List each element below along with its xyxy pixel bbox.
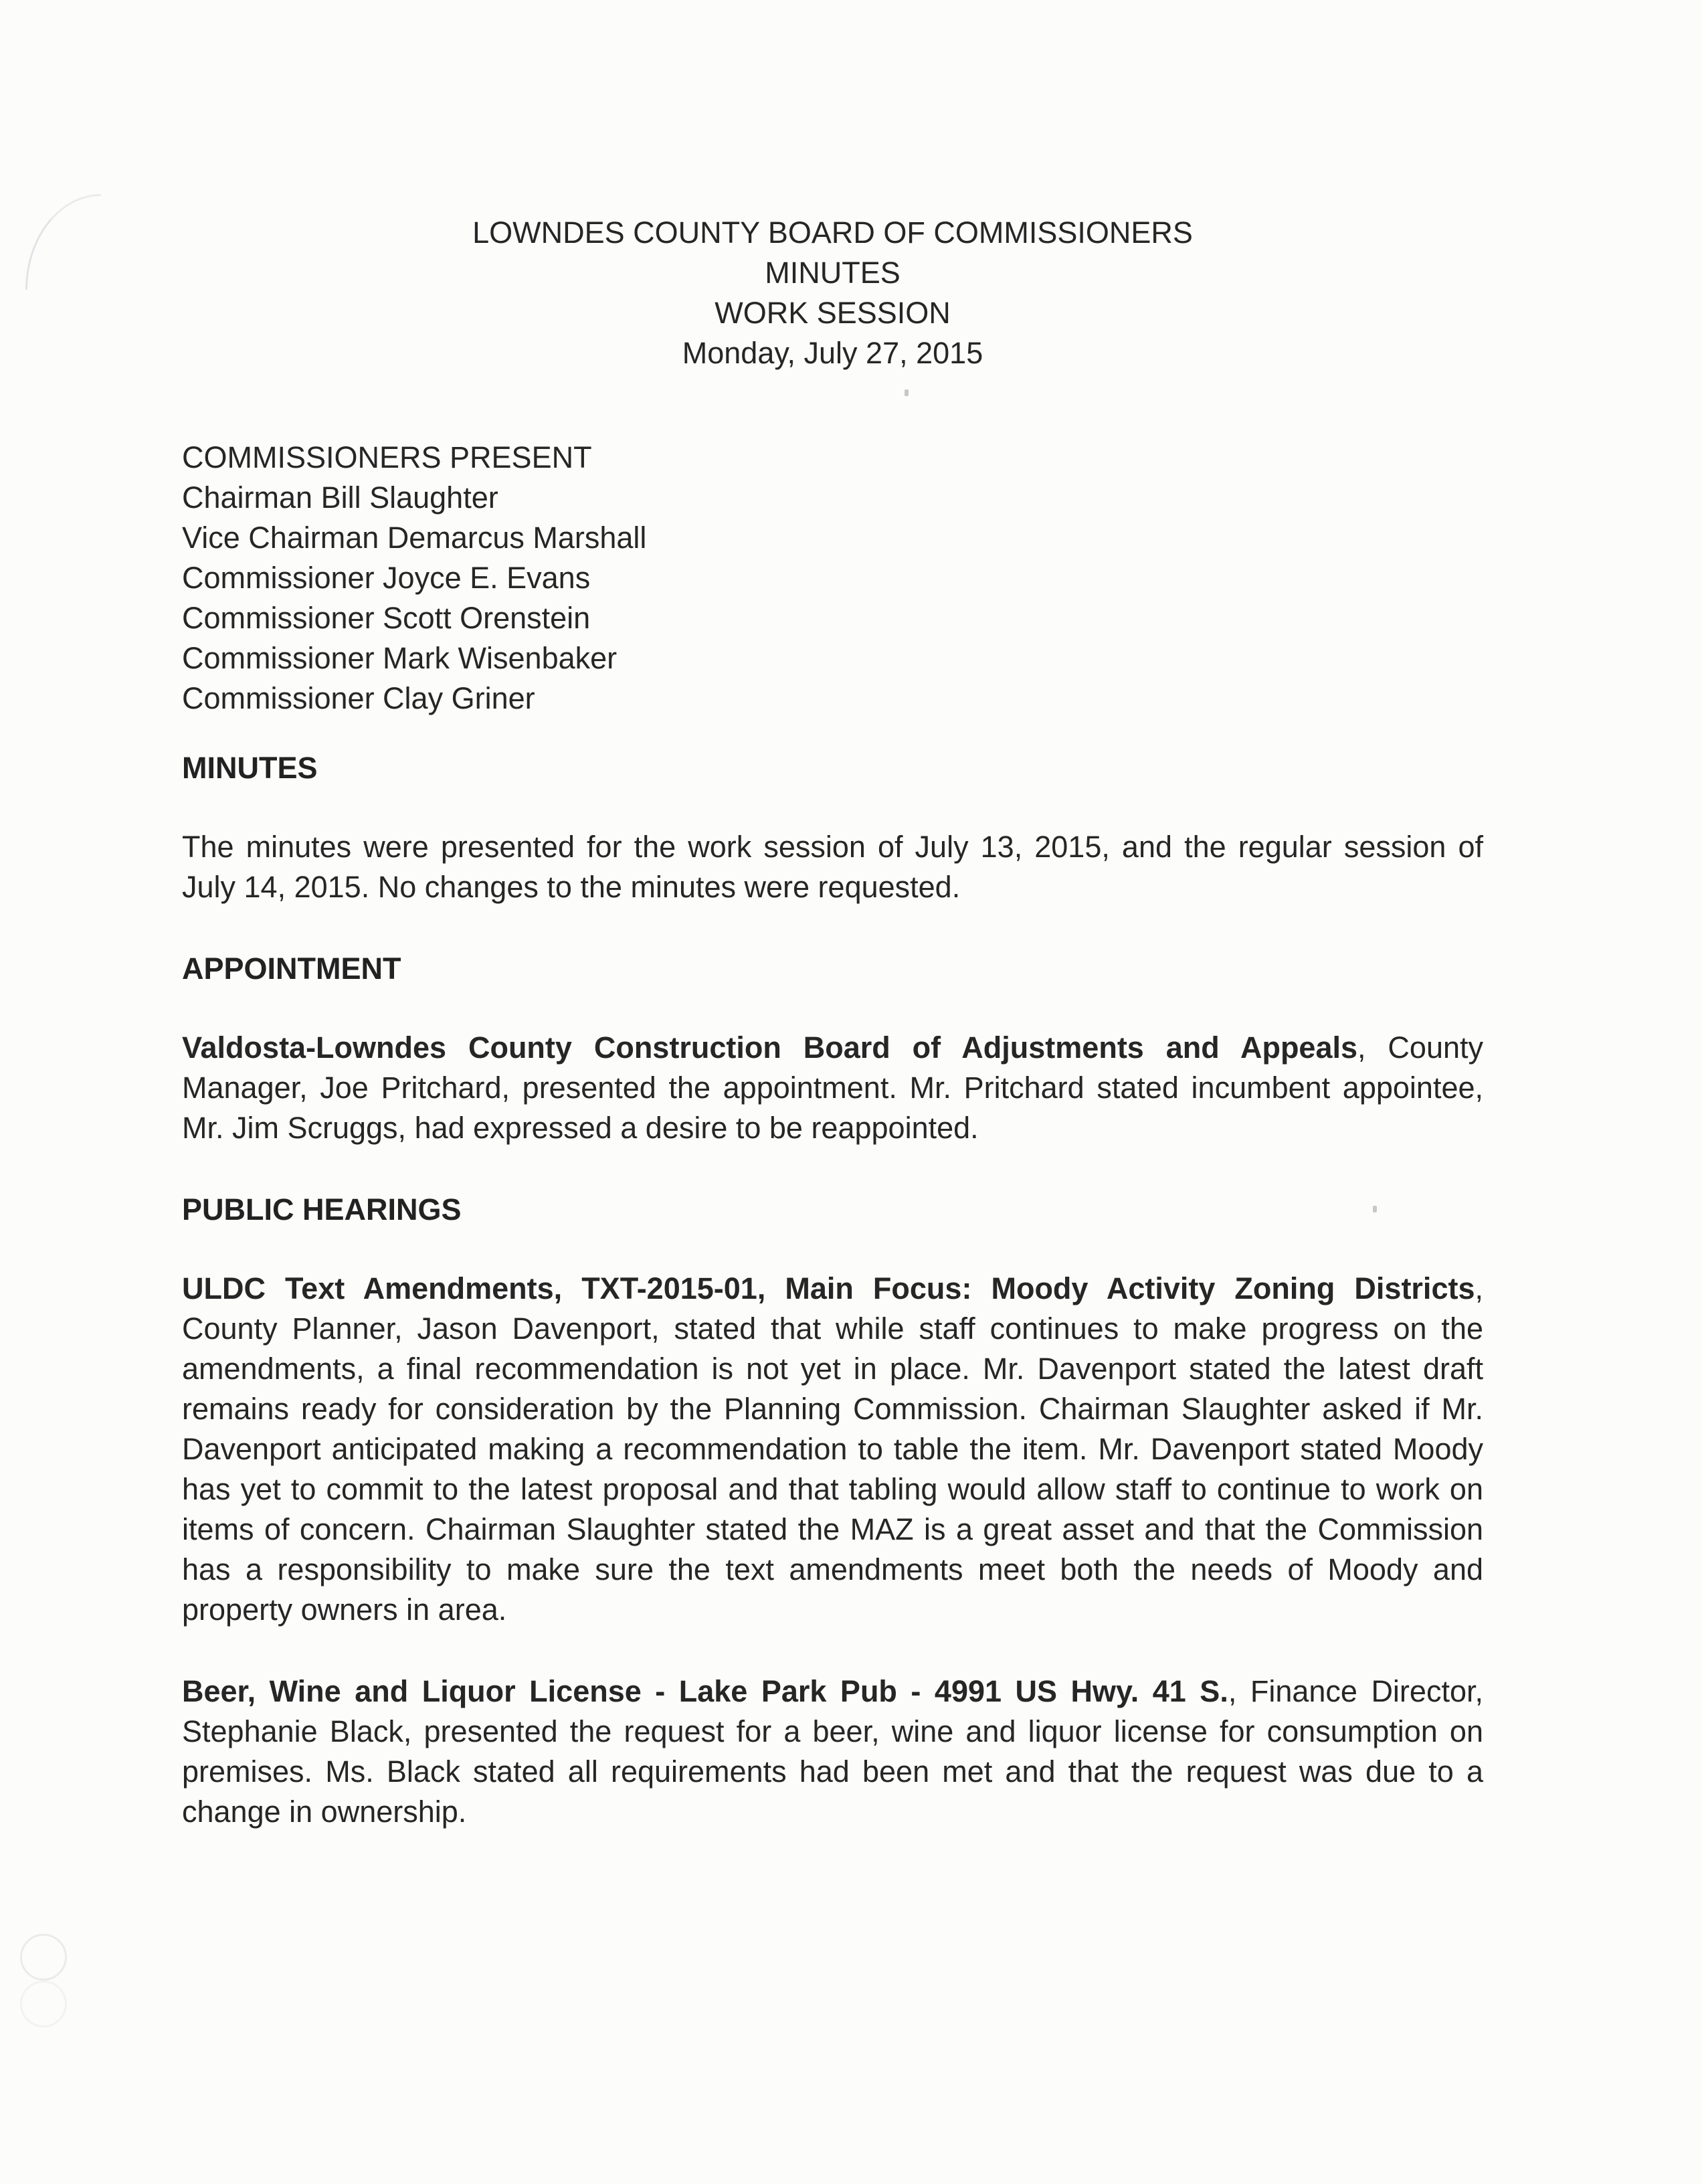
attendee-name: Commissioner Joyce E. Evans (182, 561, 591, 595)
document-title-session: WORK SESSION (715, 296, 951, 330)
scan-artifact-arc (25, 194, 101, 290)
attendee-name: Commissioner Mark Wisenbaker (182, 641, 618, 675)
paragraph-lead: ULDC Text Amendments, TXT-2015-01, Main Focus: Moody Activity Zoning Districts (182, 1271, 1475, 1305)
section-public-hearings (182, 1190, 1483, 1832)
paragraph (182, 1269, 1483, 1630)
document-title-block (182, 213, 1483, 373)
paragraph-text: , Finance Director, Stephanie Black, presented the request for a beer, wine and liquor license for consumption on premises. Ms. Black stated all requirements had been met and that the request was due to a change in ownership. (182, 1674, 1483, 1829)
paragraph (182, 1028, 1483, 1148)
section-heading: APPOINTMENT (182, 951, 401, 986)
attendance-heading: COMMISSIONERS PRESENT (182, 440, 592, 474)
section-heading: PUBLIC HEARINGS (182, 1192, 462, 1226)
attendee-name: Vice Chairman Demarcus Marshall (182, 521, 647, 555)
attendee-name: Chairman Bill Slaughter (182, 480, 498, 515)
section-minutes (182, 748, 1483, 907)
punch-hole-mark (20, 1934, 67, 1981)
paragraph-lead: Valdosta-Lowndes County Construction Board of Adjustments and Appeals (182, 1030, 1358, 1065)
document-title-date: Monday, July 27, 2015 (682, 336, 983, 370)
paragraph-text: , County Planner, Jason Davenport, stated that while staff continues to make progress on the amendments, a final recommendation is not yet in place. Mr. Davenport stated the latest draft remains ready for consideration by the Planning Commission. Chairman Slaughter asked if Mr. Davenport anticipated making a recommendation to table the item. Mr. Davenport stated Moody has yet to commit to the latest proposal and that tabling would allow staff to continue to work on items of concern. Chairman Slaughter stated the MAZ is a great asset and that the Commission has a responsibility to make sure the text amendments meet both the needs of Moody and property owners in area. (182, 1271, 1483, 1627)
attendee-name: Commissioner Clay Griner (182, 681, 535, 715)
paragraph-text: The minutes were presented for the work session of July 13, 2015, and the regular session of July 14, 2015. No changes to the minutes were requested. (182, 830, 1483, 904)
paragraph (182, 1671, 1483, 1832)
paragraph-lead: Beer, Wine and Liquor License - Lake Park Pub - 4991 US Hwy. 41 S. (182, 1674, 1228, 1708)
paragraph (182, 827, 1483, 907)
section-appointment (182, 949, 1483, 1148)
attendee-name: Commissioner Scott Orenstein (182, 601, 591, 635)
document-title-org: LOWNDES COUNTY BOARD OF COMMISSIONERS (472, 215, 1193, 250)
document-title-type: MINUTES (765, 256, 901, 290)
section-heading: MINUTES (182, 751, 318, 785)
paragraph-text: , County Manager, Joe Pritchard, presented the appointment. Mr. Pritchard stated incumbent appointee, Mr. Jim Scruggs, had expressed a desire to be reappointed. (182, 1030, 1483, 1145)
attendance-section (182, 438, 1483, 719)
punch-hole-mark (20, 1981, 67, 2027)
document-content (182, 213, 1483, 1874)
